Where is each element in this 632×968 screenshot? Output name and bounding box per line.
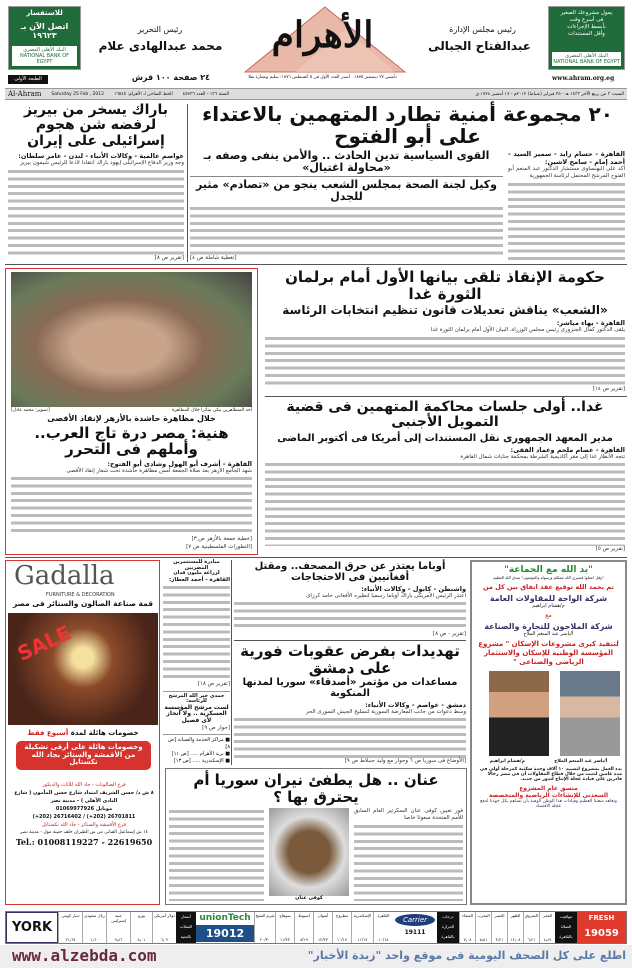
- offer-line: خصومات هائلة لمدة أسبوع فقط: [27, 729, 139, 737]
- watermark-url[interactable]: www.alzebda.com: [12, 946, 157, 965]
- main-subhead-2: وكيل لجنة الصحة بمجلس الشعب ينجو من «تصادم» مثير للجدل: [196, 178, 497, 204]
- fresh-ad[interactable]: FRESH 19059: [577, 912, 626, 943]
- sidebar-title[interactable]: لزراعة مليون فدان: [173, 570, 220, 576]
- furniture-photo: [8, 613, 158, 725]
- ad-line: للاستفسار: [26, 9, 63, 17]
- watermark-text: اطلع على كل الصحف اليومية فى موقع واحد "زبدة الأخبار": [307, 949, 626, 962]
- weather-table: القاهرة ١٠/١٨ الإسكندرية ١١/١٧ مطروح ١٠/١٧ أسوان ١٢/٢٣ أسيوط ٨/١٩ سوهاج ١١/٢٣ شرم الشيخ ٢٠/٣٠: [254, 912, 393, 943]
- barak-ref: [تقرير ص ٨]: [154, 254, 184, 261]
- info-strip: YORK أسعار العملات بالجنيه دولار أمريكى ٦٫٠٢ يورو ٨٫٠١ جنيه إسترلينى ٩٫٤٦ ريال سعودى ١٫٦٠ دينار كويتى ٢١٫٦٧ unionTech 19012 القاهرة ١٠/١٨ الإسكندرية ١١/١٧ مطروح ١٠/١٧ أسوان ١٢/٢٣ أسيوط ٨/١٩ سوهاج ١١/٢٣ شرم الشيخ ٢٠/٣٠ Carrier 19111 درجات الحرارة بالقاهرة الفجر ٤٫٤٩ الشروق ٦٫٢١ الظهر ١٢٫٠٨ العصر ٣٫٢١ المغرب ٥٫٥١ العشاء ٧٫٠٨ مواقيت الصلاة بالقاهرة FRESH 19059: [5, 911, 627, 944]
- government-subhead: «الشعب» يناقش تعديلات قانون تنظيم انتخابات الرئاسة: [282, 303, 608, 317]
- haniyeh-story: [5, 268, 258, 555]
- photo-partner-2: [560, 671, 620, 756]
- editor-name: محمد عبدالهادى علام: [98, 39, 223, 53]
- sidebar-column: مبادرة للمستثمرين المصريين لزراعة مليون فدان القاهرة - أحمد العطار: [تقرير ص ١٨] حمدى خير الله المرشح للرئاسة: لست مرشح المؤسسة العسكرية .. ولا أنحاز لأى فصيل [حوار ص ٩] ■ مراكز الخدمة والصيانة [ص ٨] ■ بريد الأهرام ..... [ص ١١] ■ الإسكندرية ..... [ص ١٣]: [164, 559, 230, 764]
- ad-lines: يمول مشروعك الصغير فى أسرع وقت بأبسط الإجراءات وأقل المستندات: [560, 10, 613, 37]
- currency-table: أسعار العملات بالجنيه دولار أمريكى ٦٫٠٢ يورو ٨٫٠١ جنيه إسترلينى ٩٫٤٦ ريال سعودى ١٫٦٠ دينار كويتى ٢١٫٦٧: [58, 912, 196, 943]
- ad-line: اتصل الآن بـ ١٩٦٢٣: [20, 22, 69, 40]
- annan-headline[interactable]: عنان .. هل يطفئ نيران سوريا أم يحترق بها ؟: [193, 771, 439, 806]
- interview-title[interactable]: لست مرشح المؤسسة العسكرية .. ولا أنحاز لأى فصيل: [164, 703, 229, 724]
- hijri-date: السبت ٣ من ربيع الآخر ١٤٣٣ هـ - ٢٥ فبراير (شباط) ٢٠١٢م - ١٧ أمشير ١٧٢٨ ق: [475, 91, 624, 97]
- protester-photo[interactable]: [11, 272, 252, 407]
- gadalla-logo: Gadalla: [14, 561, 115, 591]
- barak-story: [8, 103, 184, 262]
- uniontech-ad[interactable]: unionTech 19012: [196, 912, 254, 943]
- offer-box: وخصومات هائلة على أرقى تشكيلة من الأقمشة والستائر بجاد الله تكستايل: [16, 741, 151, 770]
- barak-story-text: عواصم عالمية - وكالات الأنباء - لندن - عامر سلطان: وجه وزير الدفاع الإسرائيلى إيهود باراك انتقادا لاذعا للرئيس شيمون بيريز [تقرير ص ٨]: [8, 152, 184, 262]
- main-subhead-1: القوى السياسية تدين الحادث .. والأمن ينفى وصفه بـ «محاولة اغتيال»: [203, 149, 490, 175]
- contract-ad[interactable]: "يد الله مع الجماعة" "وقل اعملوا فسيرى الله عملكم ورسوله والمؤمنون" صدق الله العظيم تم بحمد الله توقيع عقد اتفاق بين كل من شركة الواحة للمقاولات العامة م/هشام ابراهيم مع شركة الملاحون للتجارة والصناعة أ/ياسر عبد المنعم الملاح لتنفيذ كبرى مشروعات الإسكان " مشروع المؤسسة الوطنية للإسكان والاستثمار الرياضى والصناعى " أ/ياسر عبد المنعم الملاح م/هشام ابراهيم بدء العمل بمشروع لتشييد ١٠ آلاف وحدة سكنية كمرحلة أولى فى مدة عامين لتثبت من خلال قطاع المقاولات أن فى مصر رجالا قادرين على قيادة عجلة الإنتاج لتدور من جديد. منسق عام المشروع السعدنى للإنشاءات الرياضية والمتخصصة ونعاهد شعبنا العظيم وقيادات هذا الوطن الوفية بأن نساهم بكل جهدنا لدفع عجلة الاقتصاد: [470, 560, 627, 905]
- bank-ad-left[interactable]: [8, 6, 81, 70]
- government-headline[interactable]: حكومة الإنقاذ تلقى بيانها الأول أمام برلمان الثورة غدا: [285, 268, 605, 303]
- gadalla-tagline-ar: قمة صناعة الصالون والستائر فى مصر: [12, 599, 154, 608]
- bank-logo: البنك الأهلى المصرى NATIONAL BANK OF EGYPT: [553, 53, 620, 65]
- haniyeh-text: القاهرة - أشرف أبو الهول وشادى أبو الفتوح: شهد الجامع الأزهر بعد صلاة الجمعة أمس مظاهرة حاشدة تحت شعار إنقاذ الأقصى [خطبة جمعة بالأزهر ص ٣] [التطورات الفلسطينية ص ٧]: [11, 460, 252, 551]
- funding-story: [265, 400, 625, 553]
- main-story-text: القاهرة - حسام زايد - سمير السيد - أحمد إمام - سامح لاشين: أكد على البهنساوى مستشار الدكتور عبد المنعم أبو الفتوح المرشح المحتمل لرئاسة الجمهورية: [508, 150, 625, 262]
- photo-caption: أحد المتظاهرين يبكى متأثرا خلال المظاهرة: [172, 408, 252, 413]
- partner-photos: [475, 671, 622, 759]
- damascus-byline: دمشق - عواصم - وكالات الأنباء:: [365, 701, 466, 709]
- edition-badge: الطبعة الأولى: [8, 75, 48, 84]
- index-item[interactable]: ■ الإسكندرية ..... [ص ١٣]: [173, 758, 230, 764]
- annan-photo-caption: كوفى عنان: [295, 894, 323, 901]
- barak-headline[interactable]: باراك يسخر من بيريز لرفضه شن هجوم إسرائيلى على إيران: [23, 102, 169, 149]
- obama-story: [234, 561, 466, 638]
- dateline-bar: [5, 88, 627, 100]
- bank-logo: البنك الأهلى المصرى NATIONAL BANK OF EGYPT: [12, 46, 77, 66]
- government-story: [265, 269, 625, 393]
- carrier-ad[interactable]: Carrier 19111: [393, 912, 437, 943]
- york-logo: YORK: [6, 912, 58, 943]
- damascus-text: دمشق - عواصم - وكالات الأنباء: وسط دعوات من جانب المعارضة السورية لتسليح الجيش السورى الحر [الأوضاع فى سوريا ص ٦ وحوار مع وليد جنبلاط ص ٩]: [234, 701, 466, 765]
- damascus-headline[interactable]: تهديدات بفرض عقوبات فورية على دمشق: [240, 642, 460, 677]
- masthead-logo: [235, 4, 410, 74]
- photo-partner-1: [489, 671, 549, 756]
- sale-label: SALE: [13, 620, 75, 666]
- funding-headline[interactable]: غدا.. أولى جلسات محاكمة المتهمين فى قضية التمويل الأجنبى: [286, 399, 604, 431]
- haniyeh-kicker: خلال مظاهرة حاشدة بالأزهر لإنقاذ الأقصى: [47, 414, 216, 423]
- prayer-times: الفجر ٤٫٤٩ الشروق ٦٫٢١ الظهر ١٢٫٠٨ العصر ٣٫٢١ المغرب ٥٫٥١ العشاء ٧٫٠٨: [459, 912, 555, 943]
- main-headline[interactable]: ٢٠ مجموعة أمنية تطارد المتهمين بالاعتداء على أبو الفتوح: [202, 102, 613, 148]
- main-ref: [تغطية شاملة ص ٤]: [190, 254, 237, 261]
- editor-label: رئيس التحرير: [137, 25, 183, 34]
- haniyeh-headline[interactable]: هنية: مصر درة تاج العرب.. وأملهم فى التحرر: [34, 423, 229, 459]
- index-item[interactable]: ■ بريد الأهرام ..... [ص ١١]: [171, 751, 230, 757]
- chairman-label: رئيس مجلس الإدارة: [449, 25, 516, 34]
- hotline: الخط الساخن لـ الأهرام: ١٦٥٤٥: [113, 91, 173, 97]
- issue-number: السنة ١٣٦ - العدد ٤٥٧٣٦: [182, 91, 229, 97]
- funding-subhead: مدير المعهد الجمهورى نقل المستندات إلى أمريكا فى أكتوبر الماضى: [277, 432, 613, 444]
- chairman-name: عبدالفتاح الجبالى: [428, 39, 531, 53]
- annan-text-right: فور تعيين كوفى عنان السكرتير العام السابق للأمم المتحدة مبعوثا خاصا: [354, 808, 463, 901]
- damascus-story: [234, 643, 466, 765]
- gadalla-tagline-en: FURNITURE & DECORATION: [46, 592, 115, 598]
- government-text: القاهرة - بهاء مباشر: يلقى الدكتور كمال الجنزورى رئيس مجلس الوزراء، البيان الأول أمام برلمان الثورة غدا [تقرير ص ١٤]: [265, 319, 625, 393]
- main-story-columns: [190, 150, 503, 262]
- website-link[interactable]: www.ahram.org.eg: [552, 75, 615, 82]
- pages-price: ٢٤ صفحة ١٠٠ قرش: [131, 73, 210, 82]
- name-en: Al-Ahram: [8, 90, 42, 98]
- obama-text: واشنطن - كابول - وكالات الأنباء: اعتذر الرئيس الأمريكى باراك أوباما رسميا لنظيره الأفغانى حامد كرزاى [تقرير - ص ٨]: [234, 585, 466, 638]
- bank-ad-right[interactable]: [548, 6, 625, 70]
- watermark-banner: [0, 945, 632, 968]
- annan-photo[interactable]: [269, 808, 349, 896]
- damascus-subhead: مساعدات من مؤتمر «أصدقاء» سوريا لمدنها المنكوبة: [242, 677, 458, 699]
- annan-text-left: [169, 808, 264, 901]
- date-en: Saturday 25 Feb , 2012: [51, 91, 104, 97]
- gadalla-contacts: فرع الصالونات - جاد الله للأثاث والديكور ٨ ش د/ حسن الشريف امتداد شارع حسن المأمون ( شارع النادى الأهلى ) - مدينة نصر موبايل 01069977926 (+202) 26716402 / (+202) 26701811 فرع الأقمشة والستائر - جاد الله تكستايل ١٤ ش إسماعيل القبانى من ش الطيران خلف جنينة مول - مدينة نصر Tel.: 01008119227 - 22619650: [14, 782, 154, 847]
- index-item[interactable]: ■ مراكز الخدمة والصيانة [ص ٨]: [168, 737, 230, 750]
- main-story: [190, 103, 625, 262]
- gadalla-ad[interactable]: [5, 560, 160, 905]
- page-index: [163, 737, 230, 765]
- photo-credit: [تصوير: محمد عادل]: [11, 408, 50, 413]
- annan-story: [165, 768, 467, 905]
- funding-text: القاهرة - عصام ملحم وعماد الفقى: تتجه الأنظار غدا إلى مقر أكاديمية الشرطة بمحكمة جنايات شمال القاهرة [تقرير ص ٥]: [265, 446, 625, 553]
- obama-headline[interactable]: أوباما يعتذر عن حرق المصحف.. ومقتل أفغانيين فى الاحتجاجات: [254, 561, 446, 583]
- logo-text: الأهرام: [271, 14, 374, 56]
- founding-line: تأسس ٢٧ ديسمبر ١٨٧٥ . أصدر العدد الأول فى ٥ أغسطس ١٨٧٦: سليم وبشارة تقلا: [248, 75, 397, 80]
